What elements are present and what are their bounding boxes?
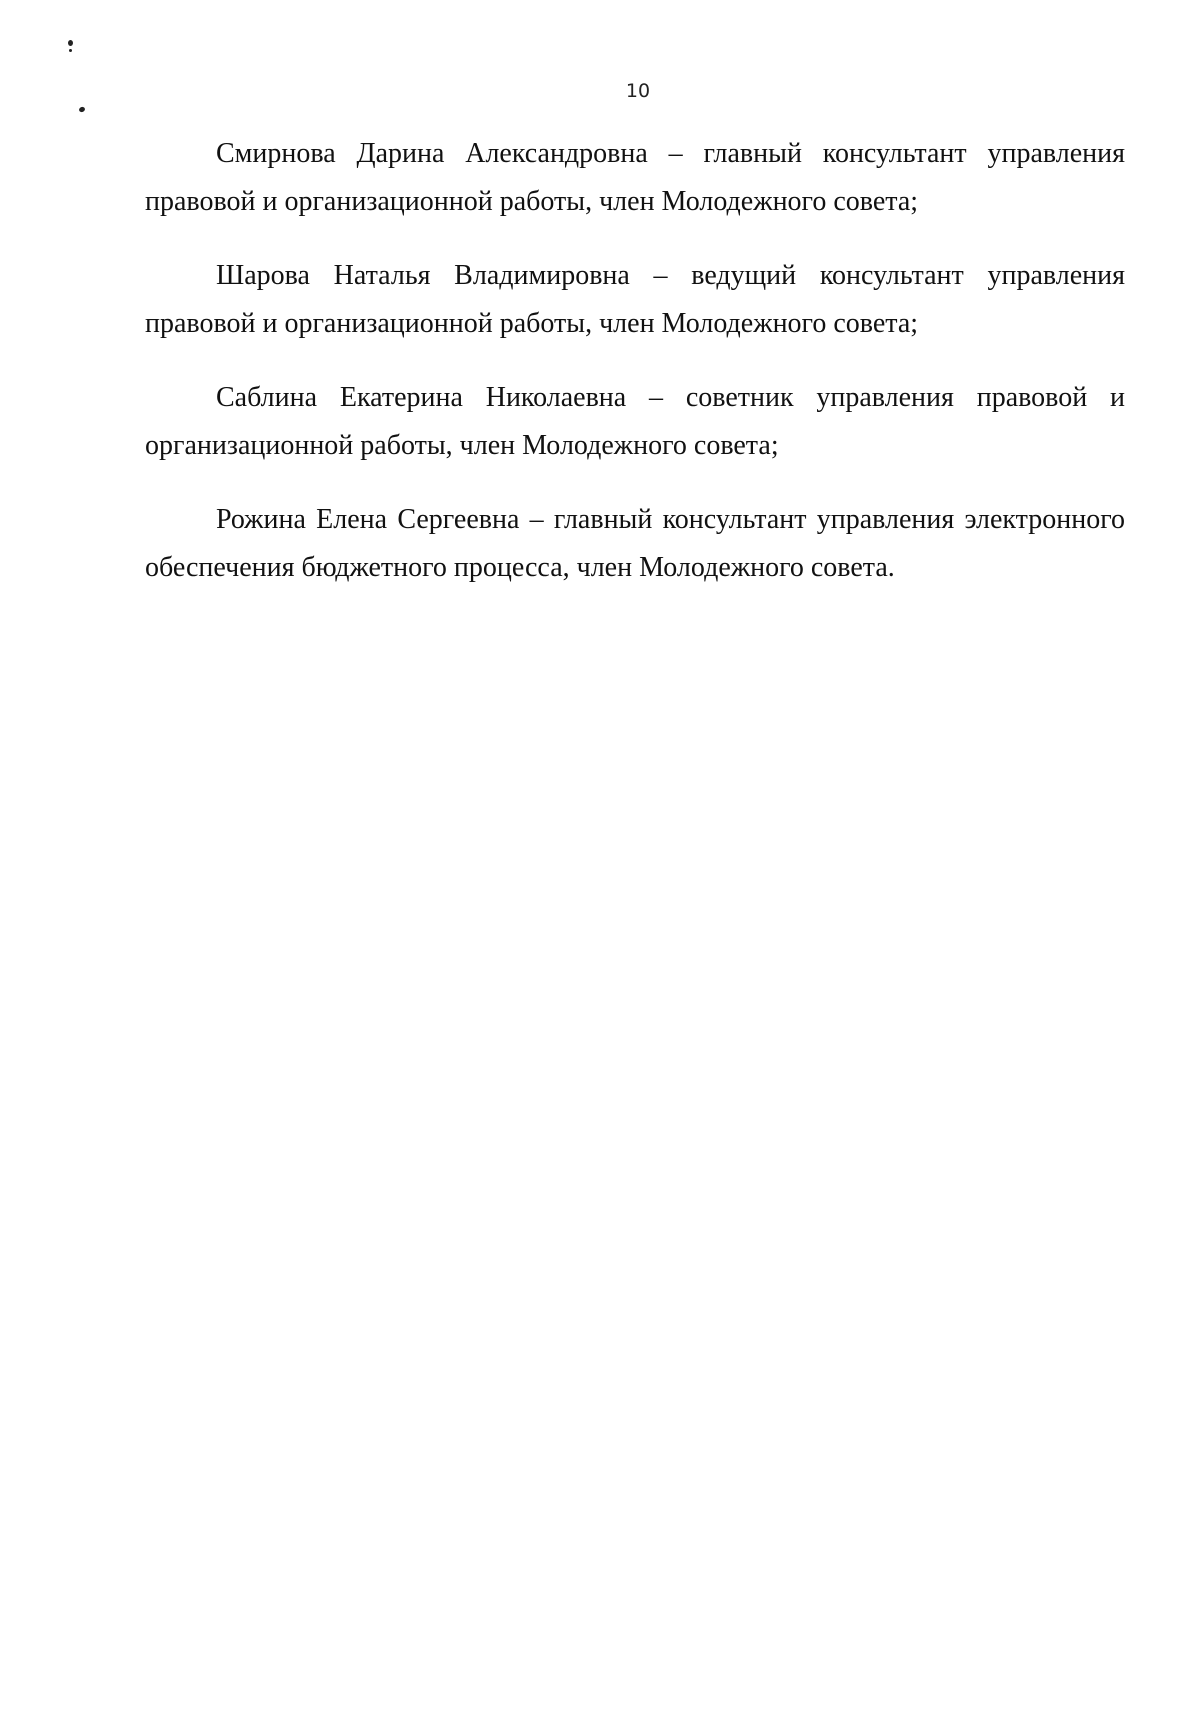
document-body (145, 130, 1125, 618)
scan-speck (68, 40, 73, 46)
member-entry: Рожина Елена Сергеевна – главный консультант управления электронного обеспечения бюджетного процесса, член Молодежного совета. (145, 504, 1125, 583)
scan-speck (69, 49, 72, 52)
member-entry: Смирнова Дарина Александровна – главный консультант управления правовой и организационной работы, член Молодежного совета; (145, 138, 1125, 217)
member-entry: Саблина Екатерина Николаевна – советник управления правовой и организационной работы, член Молодежного совета; (145, 382, 1125, 461)
page-number: 10 (625, 80, 651, 102)
member-entry: Шарова Наталья Владимировна – ведущий консультант управления правовой и организационной работы, член Молодежного совета; (145, 260, 1125, 339)
scan-speck (78, 106, 85, 113)
